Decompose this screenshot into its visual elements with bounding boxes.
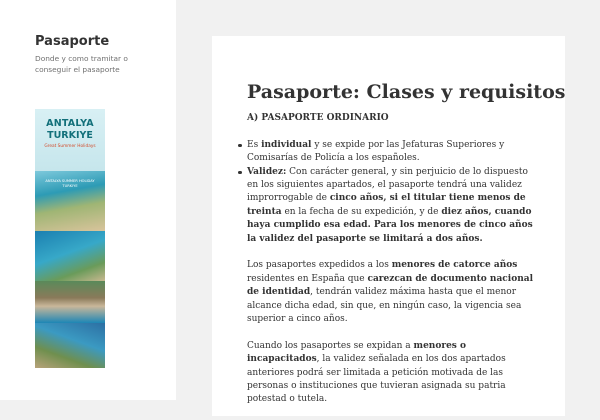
list-item [247, 166, 537, 246]
text-segment: Cuando los pasaportes se expidan a [247, 340, 414, 351]
bold-segment: menores de catorce años [391, 260, 518, 271]
bold-segment: Validez: [247, 166, 287, 177]
site-title-link[interactable]: Pasaporte [35, 34, 110, 49]
article-card [212, 36, 565, 416]
ad-photo-harbor [35, 281, 105, 323]
text-segment: residentes en España que [247, 273, 368, 284]
text-segment: en la fecha de su expedición, y de [281, 206, 442, 217]
section-heading: A) PASAPORTE ORDINARIO [247, 113, 389, 123]
ad-photo-caption: ANTALYA SUMMER HOLIDAY TURKIYE [45, 179, 95, 188]
text-segment: y se expide por las Jefaturas Superiores y Comisarías de Policía a los españoles. [247, 139, 505, 164]
bold-segment: menores o incapacitados [247, 340, 467, 365]
paragraph [247, 259, 537, 326]
text-segment: Los pasaportes expedidos a los [247, 260, 392, 271]
ad-photo-coast [35, 171, 105, 231]
bold-segment: individual [261, 139, 312, 150]
ad-photo-island [35, 323, 105, 368]
ad-header [35, 109, 105, 171]
text-segment: , la validez señalada en los dos apartados anteriores podrá ser limitada a petición motivada de las personas o instituciones que tuvieran asignada su patria potestad o tutela. [247, 354, 506, 405]
text-segment: , tendrán validez máxima hasta que el menor alcance dicha edad, sin que, en ningún caso, la vigencia sea superior a cinco años. [247, 287, 522, 325]
advertisement-banner[interactable] [35, 109, 105, 368]
ad-photo-bay [35, 231, 105, 281]
ad-tagline: Great Summer Holidays [44, 144, 96, 149]
requirements-list [247, 139, 537, 246]
site-description: Donde y como tramitar o conseguir el pasaporte [35, 54, 128, 74]
list-item [247, 139, 537, 166]
article-title: Pasaporte: Clases y requisitos [247, 80, 566, 103]
text-segment: Es [247, 139, 262, 150]
ad-title-line2: TURKIYE [47, 130, 93, 141]
sidebar [0, 0, 176, 400]
bold-segment: cinco años, si el titular tiene menos de treinta [247, 193, 526, 217]
ad-title-line1: ANTALYA [46, 118, 94, 129]
text-segment: Con carácter general, y sin perjuicio de lo dispuesto en los siguientes apartados, el pasaporte tendrá una validez improrrogable de [247, 166, 528, 204]
bold-segment: diez años, cuando haya cumplido esa edad. Para los menores de cinco años la validez del pasaporte se limitará a dos años. [247, 206, 533, 244]
paragraph [247, 340, 537, 407]
article-content [247, 112, 537, 420]
bold-segment: carezcan de documento nacional de identidad [247, 273, 534, 298]
